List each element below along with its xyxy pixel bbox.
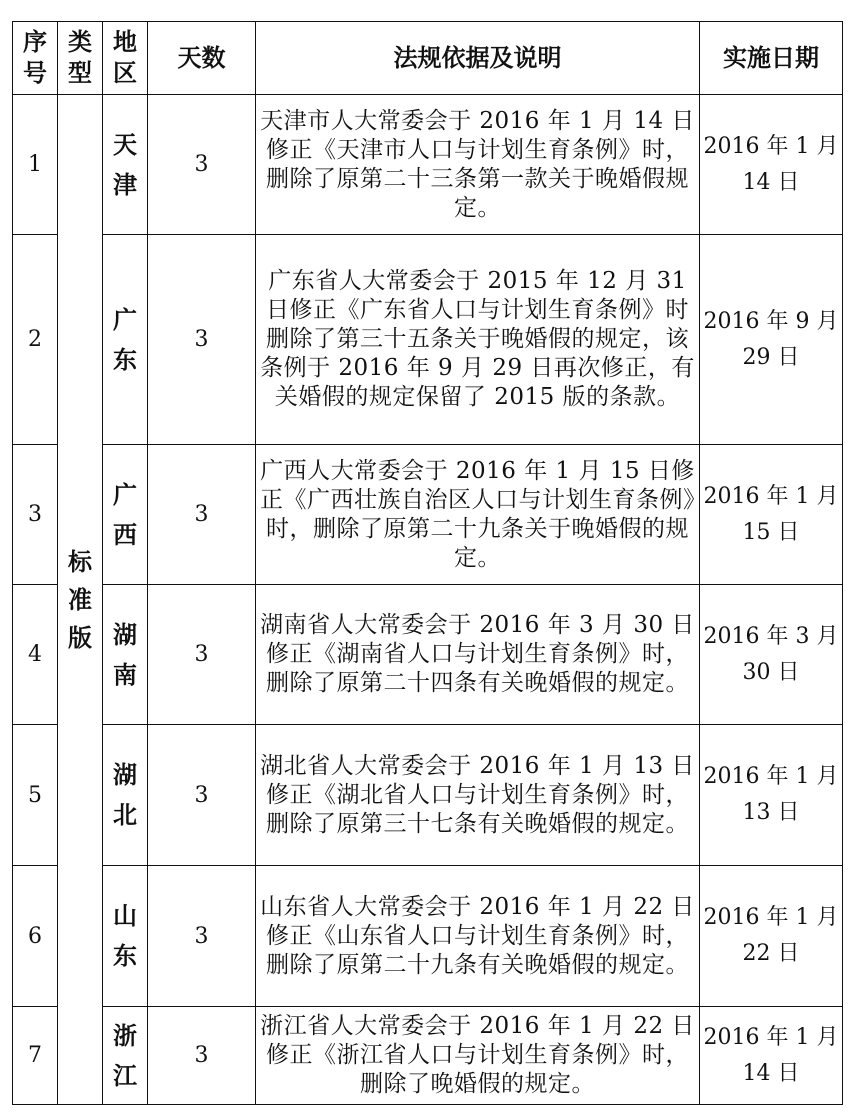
row-date: 2016 年 3 月 30 日: [700, 585, 843, 725]
type-cell: [58, 95, 103, 1105]
header-law: 法规依据及说明: [256, 22, 700, 95]
row-index: 6: [13, 866, 58, 1007]
row-region: 湖南: [103, 585, 148, 725]
row-index: 5: [13, 725, 58, 866]
row-days: 3: [148, 725, 256, 866]
row-index: 3: [13, 445, 58, 585]
row-law: 浙江省人大常委会于 2016 年 1 月 22 日修正《浙江省人口与计划生育条例》时，删除了晚婚假的规定。: [256, 1007, 700, 1105]
row-days: 3: [148, 445, 256, 585]
table-row: [13, 235, 843, 445]
row-days: 3: [148, 95, 256, 235]
row-date: 2016 年 1 月 14 日: [700, 95, 843, 235]
header-region: 地区: [103, 22, 148, 95]
row-date: 2016 年 1 月 22 日: [700, 866, 843, 1007]
row-index: 2: [13, 235, 58, 445]
row-index: 4: [13, 585, 58, 725]
row-region: 天津: [103, 95, 148, 235]
table-row: [13, 725, 843, 866]
header-row: [13, 22, 843, 95]
row-law: 湖南省人大常委会于 2016 年 3 月 30 日修正《湖南省人口与计划生育条例》时，删除了原第二十四条有关晚婚假的规定。: [256, 585, 700, 725]
row-region: 浙江: [103, 1007, 148, 1105]
row-region: 山东: [103, 866, 148, 1007]
table-row: [13, 866, 843, 1007]
table-row: [13, 95, 843, 235]
row-index: 1: [13, 95, 58, 235]
row-date: 2016 年 1 月 15 日: [700, 445, 843, 585]
row-date: 2016 年 1 月 14 日: [700, 1007, 843, 1105]
header-date: 实施日期: [700, 22, 843, 95]
row-law: 湖北省人大常委会于 2016 年 1 月 13 日修正《湖北省人口与计划生育条例》时，删除了原第三十七条有关晚婚假的规定。: [256, 725, 700, 866]
row-date: 2016 年 1 月 13 日: [700, 725, 843, 866]
row-index: 7: [13, 1007, 58, 1105]
row-days: 3: [148, 866, 256, 1007]
row-days: 3: [148, 585, 256, 725]
header-index: 序号: [13, 22, 58, 95]
row-region: 湖北: [103, 725, 148, 866]
row-law: 山东省人大常委会于 2016 年 1 月 22 日修正《山东省人口与计划生育条例》时，删除了原第二十九条有关晚婚假的规定。: [256, 866, 700, 1007]
row-law: 广西人大常委会于 2016 年 1 月 15 日修正《广西壮族自治区人口与计划生育条例》时，删除了原第二十九条关于晚婚假的规定。: [256, 445, 700, 585]
row-region: 广东: [103, 235, 148, 445]
row-law: 天津市人大常委会于 2016 年 1 月 14 日修正《天津市人口与计划生育条例》时，删除了原第二十三条第一款关于晚婚假规定。: [256, 95, 700, 235]
row-law: 广东省人大常委会于 2015 年 12 月 31 日修正《广东省人口与计划生育条例》时删除了第三十五条关于晚婚假的规定，该条例于 2016 年 9 月 29 日再次修正，有关婚假的规定保留了 2015 版的条款。: [256, 235, 700, 445]
table-row: [13, 1007, 843, 1105]
row-region: 广西: [103, 445, 148, 585]
row-days: 3: [148, 235, 256, 445]
marriage-leave-table: [12, 21, 843, 1105]
type-label: 标准版: [68, 547, 92, 652]
table-row: [13, 445, 843, 585]
header-type: 类型: [58, 22, 103, 95]
row-date: 2016 年 9 月 29 日: [700, 235, 843, 445]
table-row: [13, 585, 843, 725]
row-days: 3: [148, 1007, 256, 1105]
header-days: 天数: [148, 22, 256, 95]
